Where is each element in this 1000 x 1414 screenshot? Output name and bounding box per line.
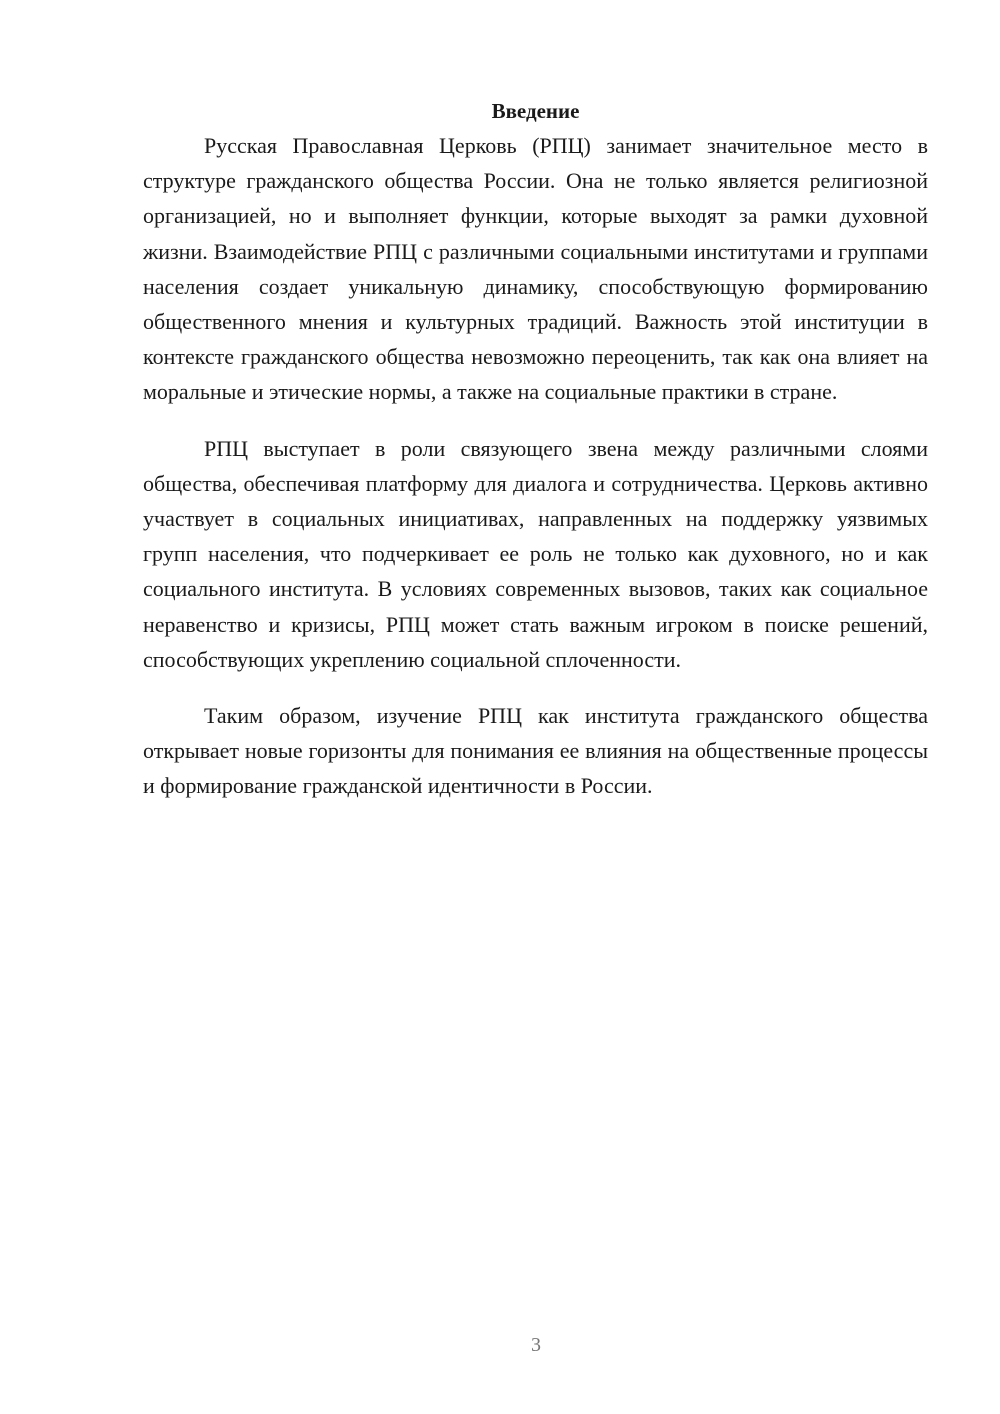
paragraph-3: Таким образом, изучение РПЦ как института гражданского общества открывает новые горизонты для понимания ее влияния на общественные процессы и формирование гражданской идентичности в России.: [143, 703, 928, 799]
paragraph-1: Русская Православная Церковь (РПЦ) занимает значительное место в структуре гражданского общества России. Она не только является религиозной организацией, но и выполняет функции, которые выходят за рамки духовной жизни. Взаимодействие РПЦ с различными социальными институтами и группами населения создает уникальную динамику, способствующую формированию общественного мнения и культурных традиций. Важность этой институции в контексте гражданского общества невозможно переоценить, так как она влияет на моральные и этические нормы, а также на социальные практики в стране.: [143, 133, 928, 405]
section-heading: Введение: [491, 99, 580, 123]
paragraph-2: РПЦ выступает в роли связующего звена между различными слоями общества, обеспечивая платформу для диалога и сотрудничества. Церковь активно участвует в социальных инициативах, направленных на поддержку уязвимых групп населения, что подчеркивает ее роль не только как духовного, но и как социального института. В условиях современных вызовов, таких как социальное неравенство и кризисы, РПЦ может стать важным игроком в поиске решений, способствующих укреплению социальной сплоченности.: [143, 435, 928, 672]
page-content: [143, 95, 928, 825]
page-number: 3: [531, 1334, 541, 1356]
